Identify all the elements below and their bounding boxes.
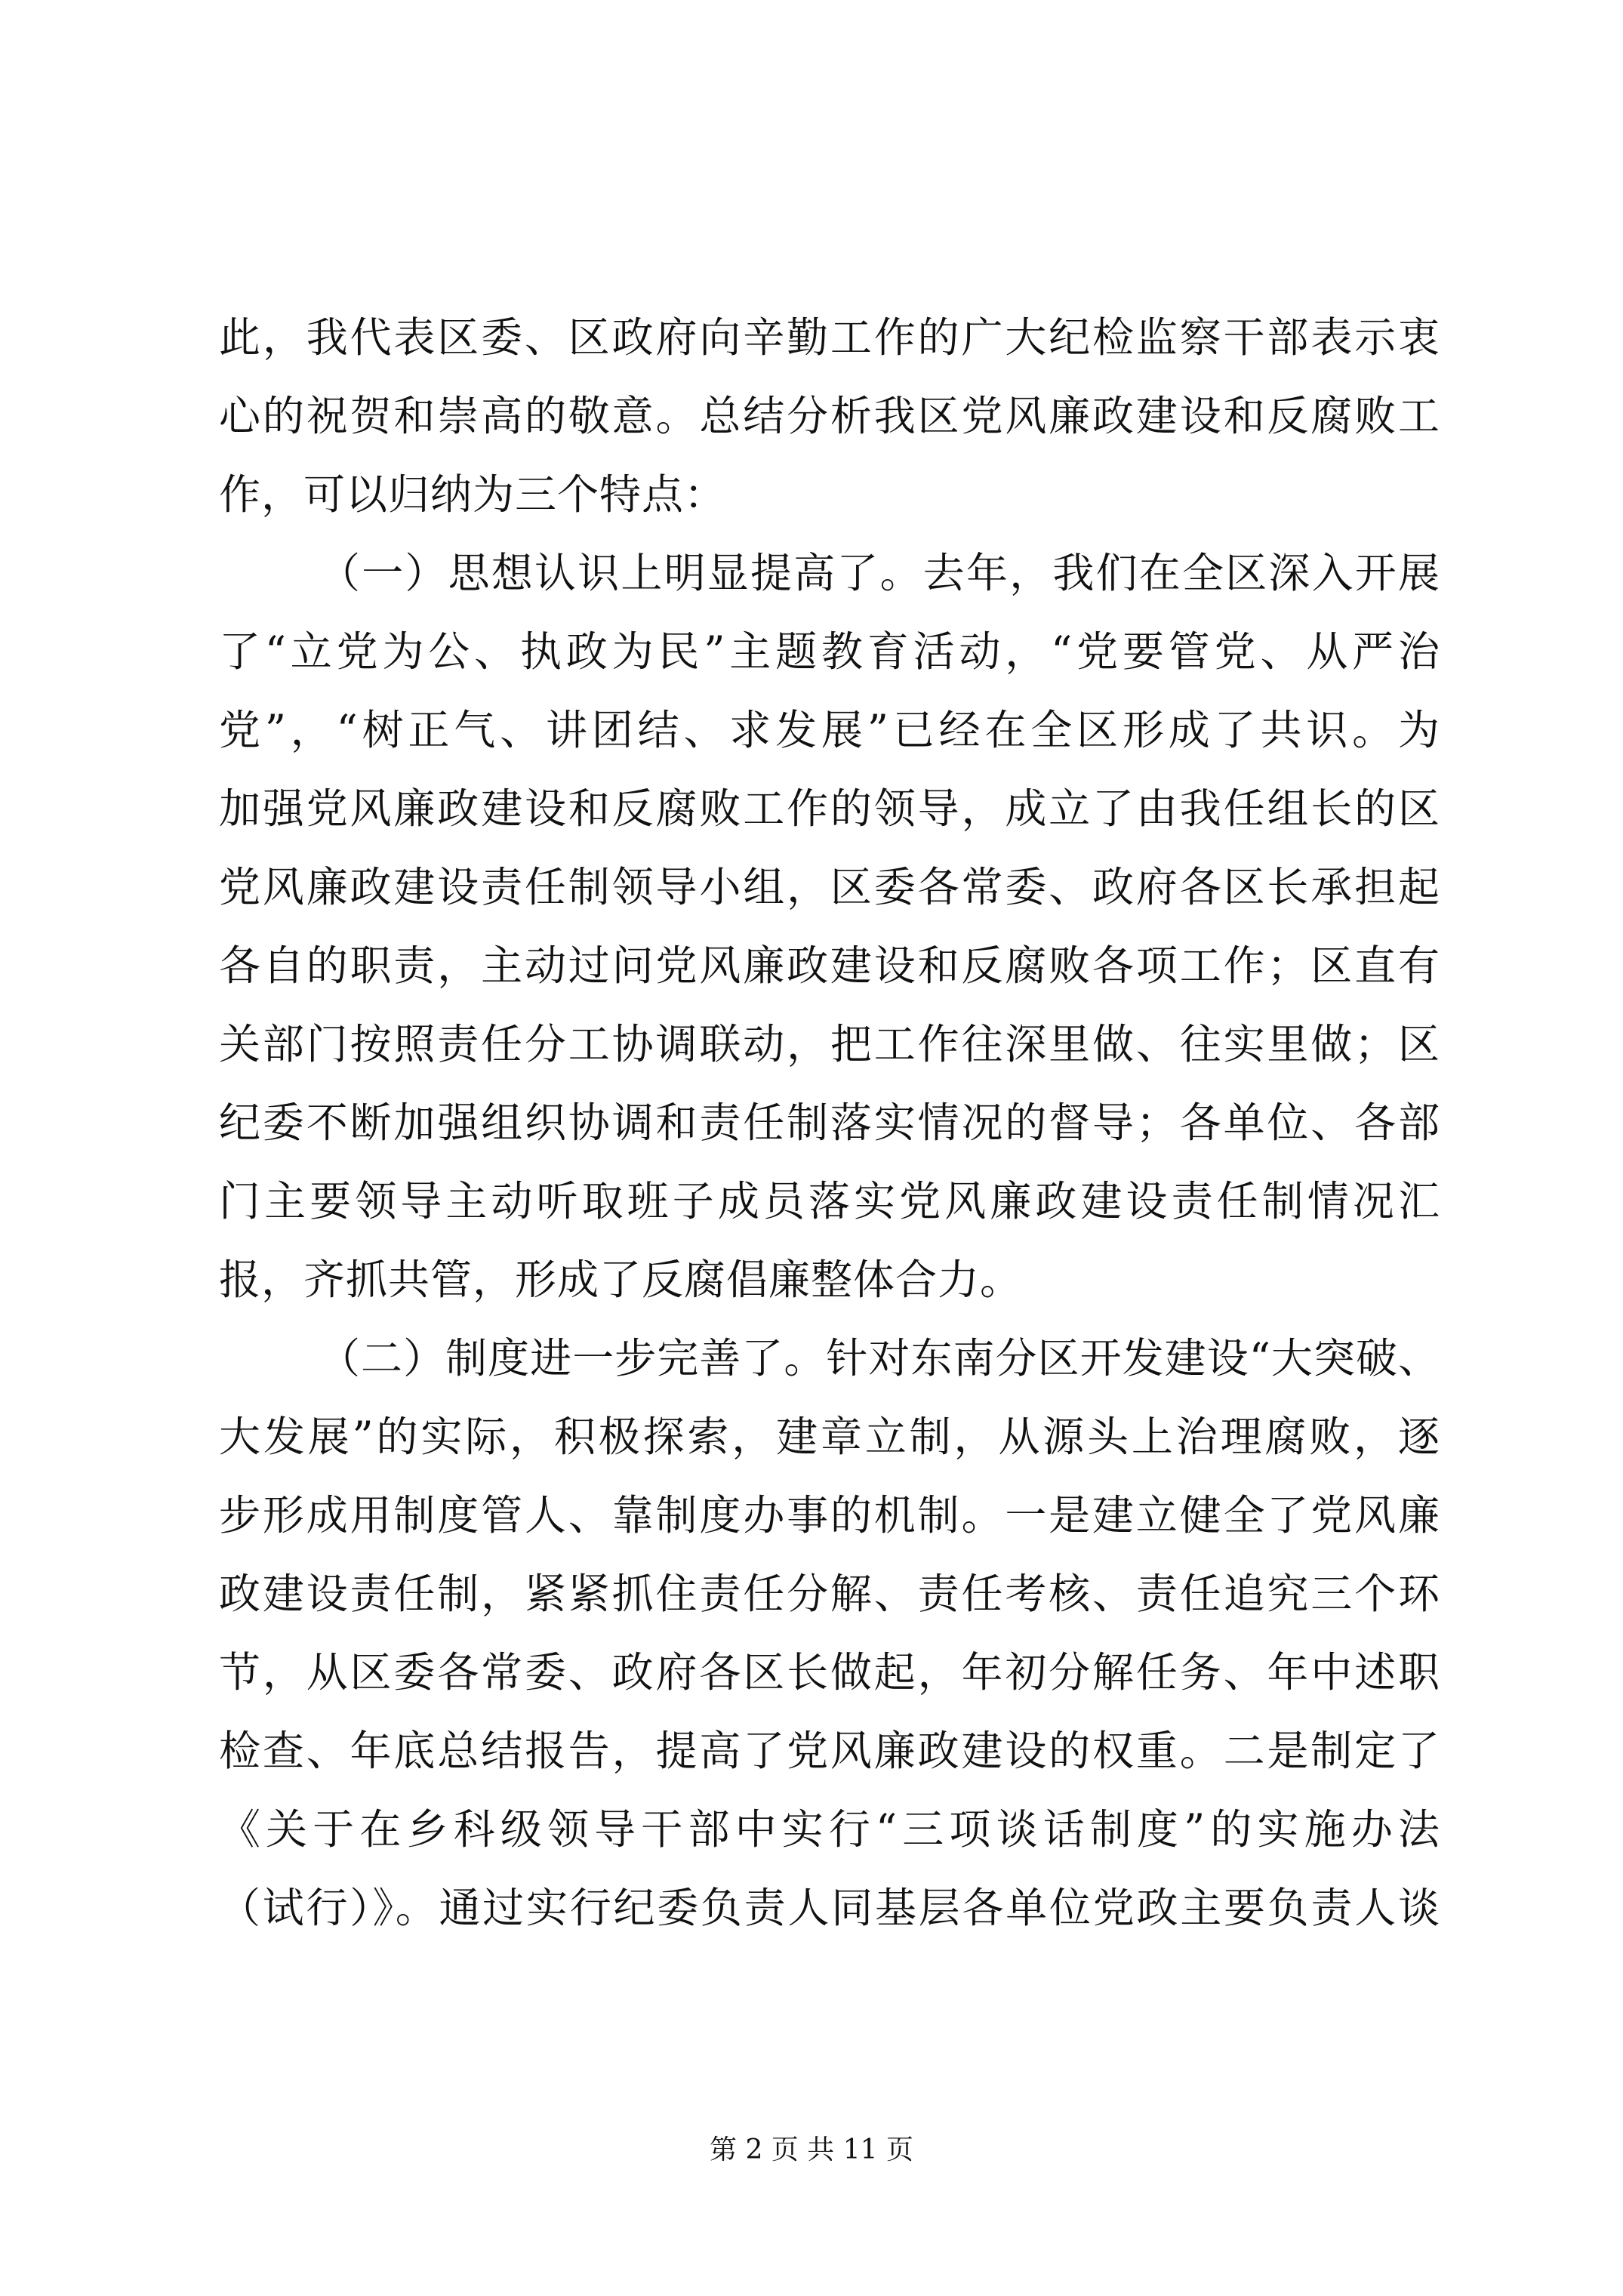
page-number-footer: 第 2 页 共 11 页: [710, 2134, 913, 2165]
text-line: 节，从区委各常委、政府各区长做起，年初分解任务、年中述职: [219, 1648, 1440, 1697]
text-line: 步形成用制度管人、靠制度办事的机制。一是建立健全了党风廉: [219, 1491, 1440, 1539]
text-line: 了“立党为公、执政为民”主题教育活动，“党要管党、从严治: [219, 627, 1440, 676]
text-line: 纪委不断加强组织协调和责任制落实情况的督导；各单位、各部: [219, 1099, 1440, 1147]
text-line: 报，齐抓共管，形成了反腐倡廉整体合力。: [219, 1256, 1023, 1304]
text-line: 检查、年底总结报告，提高了党风廉政建设的权重。二是制定了: [219, 1727, 1440, 1775]
body-text: [219, 298, 1440, 1947]
text-line: 门主要领导主动听取班子成员落实党风廉政建设责任制情况汇: [219, 1177, 1440, 1225]
text-line: （二）制度进一步完善了。针对东南分区开发建设“大突破、: [319, 1334, 1440, 1382]
text-line: 心的祝贺和崇高的敬意。总结分析我区党风廉政建设和反腐败工: [219, 392, 1440, 440]
text-line: 党风廉政建设责任制领导小组，区委各常委、政府各区长承担起: [219, 863, 1440, 911]
text-line: 党”，“树正气、讲团结、求发展”已经在全区形成了共识。为: [219, 706, 1440, 754]
text-line: 《关于在乡科级领导干部中实行“三项谈话制度”的实施办法: [219, 1805, 1440, 1854]
text-line: 各自的职责，主动过问党风廉政建设和反腐败各项工作；区直有: [219, 942, 1440, 990]
text-line: （一）思想认识上明显提高了。去年，我们在全区深入开展: [319, 549, 1440, 597]
paragraph: [219, 298, 1440, 534]
text-line: 加强党风廉政建设和反腐败工作的领导，成立了由我任组长的区: [219, 784, 1440, 833]
text-line: 政建设责任制，紧紧抓住责任分解、责任考核、责任追究三个环: [219, 1570, 1440, 1618]
text-line: 大发展”的实际，积极探索，建章立制，从源头上治理腐败，逐: [219, 1413, 1440, 1461]
text-line: 关部门按照责任分工协调联动，把工作往深里做、往实里做；区: [219, 1020, 1440, 1068]
text-line: 此，我代表区委、区政府向辛勤工作的广大纪检监察干部表示衷: [219, 313, 1440, 362]
paragraph: [219, 534, 1440, 1319]
paragraph: [219, 1319, 1440, 1947]
text-line: 作，可以归纳为三个特点：: [219, 470, 727, 519]
text-line: （试行）》。通过实行纪委负责人同基层各单位党政主要负责人谈: [219, 1884, 1440, 1932]
